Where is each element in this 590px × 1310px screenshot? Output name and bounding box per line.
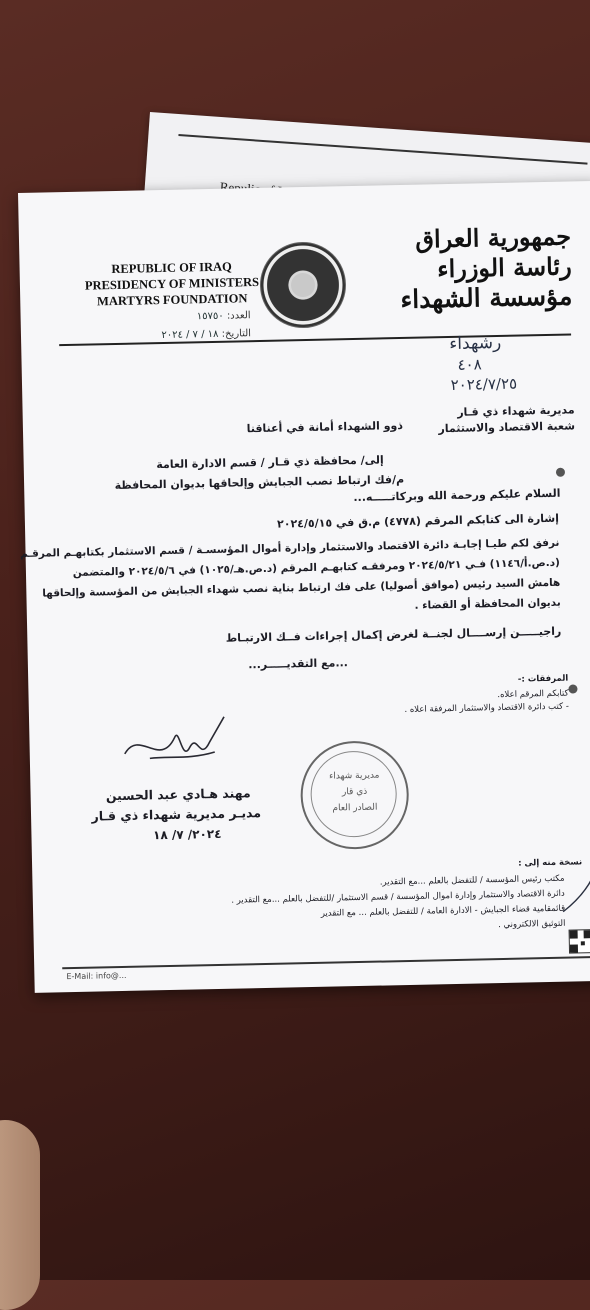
letterhead-en-line-1: REPUBLIC OF IRAQ — [111, 259, 232, 277]
attachment-item-2: - كتب دائرة الاقتصاد والاستثمار المرفقة اعلاه . — [404, 701, 569, 716]
directorate-line-2: شعبة الاقتصاد والاستثمار — [438, 419, 576, 436]
copy-item-4: التوثيق الالكتروني . — [497, 918, 566, 931]
stamp-line-2: ذي قار — [341, 786, 368, 798]
slogan: ذوو الشهداء أمانة في أعناقنا — [246, 418, 404, 436]
official-stamp — [300, 740, 410, 850]
arabic-letterhead — [386, 221, 573, 315]
paragraph-line-1: نرفق لكم طيـا إجابـة دائرة الاقتصاد والاستثمار وإدارة أموال المؤسسـة / قسم الاستثمار بكتابهـم المرقـم — [20, 536, 560, 561]
handwritten-arrow — [552, 861, 590, 922]
qr-code — [569, 929, 590, 953]
greeting: السلام عليكم ورحمة الله وبركاتـــــه... — [353, 486, 561, 505]
letterhead-en-line-2: PRESIDENCY OF MINISTERS — [84, 274, 260, 293]
copies-title: نسخة منه إلى : — [518, 857, 583, 869]
directorate-line-1: مديرية شهداء ذي قـار — [457, 403, 575, 419]
number-label: العدد: — [226, 310, 251, 322]
letterhead-ar-line-3: مؤسسة الشهداء — [400, 281, 573, 315]
punch-hole-2 — [568, 684, 577, 693]
request-line: راجيـــــن إرســــال لجنــة لغرض إكمال إجراءات فــك الارتبـاط — [225, 624, 562, 645]
signature-date: ٢٠٢٤/ ٧/ ١٨ — [152, 826, 222, 843]
attachment-item-1: كتابكم المرقم اعلاه. — [497, 688, 569, 701]
paragraph-reference: إشارة الى كتابكم المرقم (٤٧٧٨) م.ق في ٢٠٢٤/٥/١٥ — [276, 511, 560, 531]
handwritten-date: ٢٠٢٤/٧/٢٥ — [450, 374, 518, 394]
paragraph-line-3: هامش السيد رئيس (موافق أصوليا) على فك ارتباط بناية نصب شهداء الجبايش من المؤسسة وإلحاقها — [42, 576, 561, 600]
letterhead-ar-line-1: جمهورية العراق — [414, 221, 572, 254]
recipient: إلى/ محافظة ذي قـار / قسم الادارة العامة — [156, 453, 384, 472]
back-header-rule — [178, 134, 587, 165]
handwritten-number: ٤٠٨ — [457, 355, 482, 374]
stamp-line-1: مديرية شهداء — [328, 770, 380, 782]
handwritten-dept: رشهداء — [449, 332, 502, 354]
signatory-name: مهند هـادي عبد الحسين — [105, 785, 251, 804]
paragraph-line-4: بديوان المحافظة أو القضاء . — [414, 596, 561, 612]
number-field — [91, 310, 251, 324]
date-value: ١٨ / ٧ / ٢٠٢٤ — [161, 328, 219, 342]
stamp-line-3: الصادر العام — [332, 802, 378, 814]
date-label: التاريخ: — [221, 328, 252, 340]
paragraph-line-2: (د.ص.أ/١١٤٦) فـي ٢٠٢٤/٥/٢١ ومرفقـه كتابهـم المرقم (د.ص.هـ/١٠٢٥) في ٢٠٢٤/٥/٦ والمتضمن — [72, 556, 560, 579]
letterhead-en-line-3: MARTYRS FOUNDATION — [96, 291, 248, 309]
subject: م/فك ارتباط نصب الجبايش وإلحاقها بديوان المحافظة — [114, 472, 405, 493]
foundation-seal-logo — [259, 241, 347, 329]
punch-hole — [556, 468, 565, 477]
copy-item-1: مكتب رئيس المؤسسة / للتفضل بالعلم ...مع التقدير. — [379, 873, 565, 888]
signature-scribble — [119, 707, 230, 779]
closing: ...مع التقديـــــر... — [248, 656, 349, 672]
footer-email: E-Mail: info@... — [66, 970, 127, 982]
footer-rule — [62, 956, 590, 969]
letter-document — [18, 181, 590, 993]
letterhead-ar-line-2: رئاسة الوزراء — [436, 251, 572, 284]
english-letterhead — [81, 258, 262, 310]
signatory-title: مديـر مديرية شهداء ذي قـار — [91, 805, 262, 824]
copy-item-3: قائمقامية قضاء الجبايش - الادارة العامة / للتفضل بالعلم ... مع التقدير — [320, 903, 566, 919]
copy-item-2: دائرة الاقتصاد والاستثمار وإدارة اموال المؤسسة / قسم الاستثمار /للتفضل بالعلم ...مع التقدير . — [231, 888, 565, 906]
attachments-title: المرفقات :- — [517, 673, 569, 685]
finger — [0, 1120, 40, 1310]
number-value: ١٥٧٥٠ — [196, 310, 224, 323]
